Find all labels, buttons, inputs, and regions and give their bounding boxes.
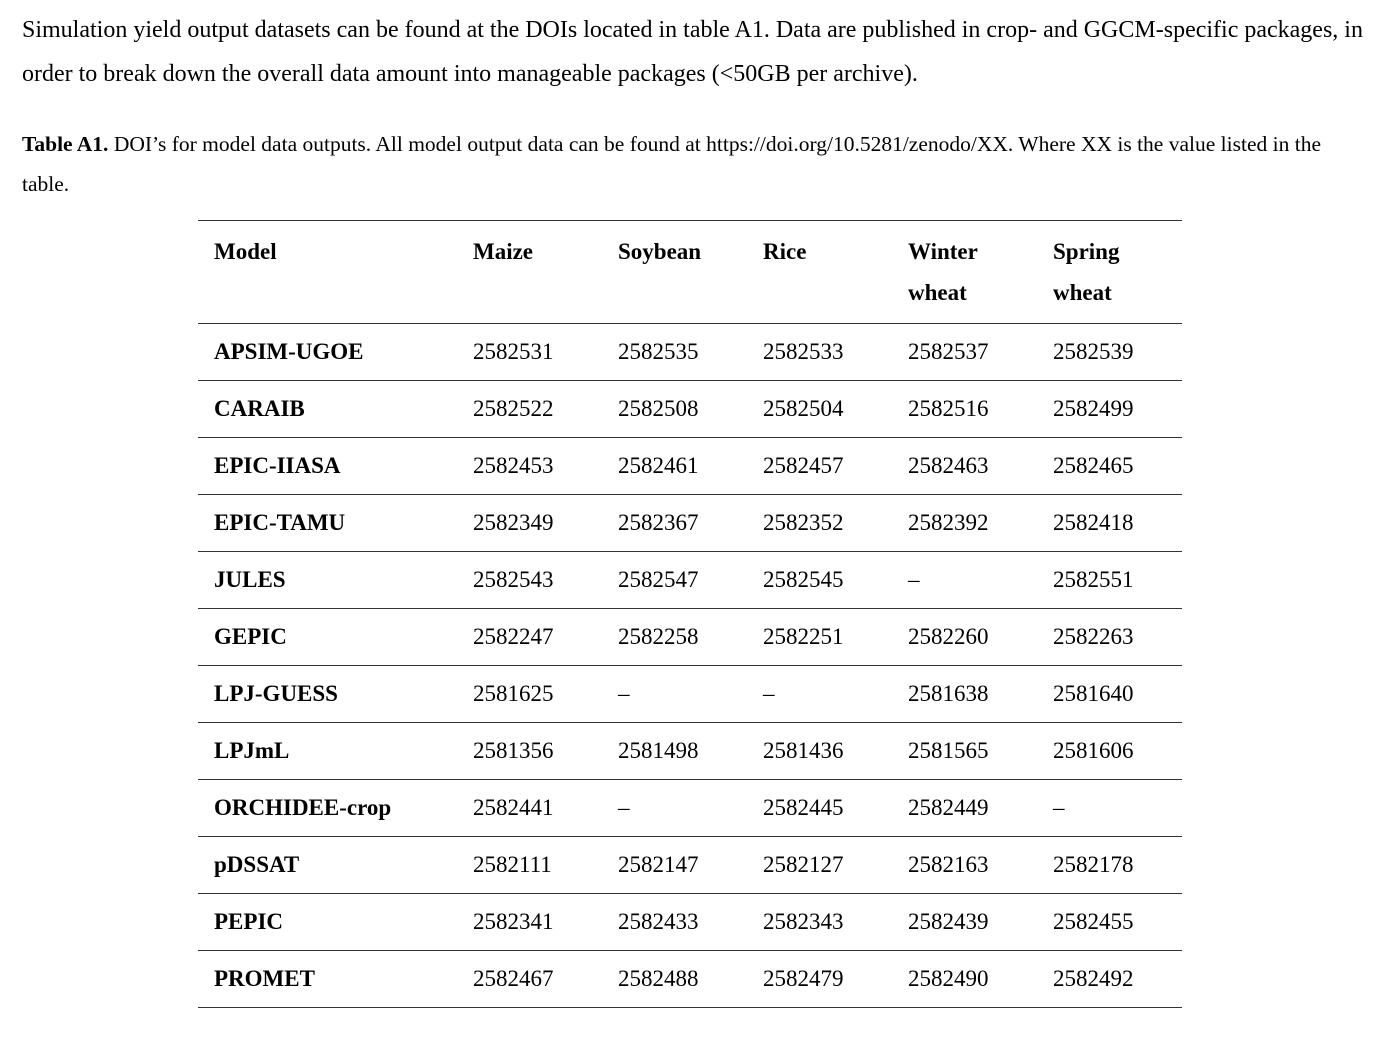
cell-winter-wheat: 2581565 [908,738,989,763]
cell-soybean: 2582367 [618,510,699,535]
cell-rice: 2582352 [763,510,844,535]
cell-model: LPJmL [214,738,290,763]
cell-rice: 2582251 [763,624,844,649]
cell-soybean: 2581498 [618,738,699,763]
cell-spring-wheat: 2581640 [1053,681,1134,706]
cell-winter-wheat: 2582163 [908,852,989,877]
cell-winter-wheat: 2582439 [908,909,989,934]
table-caption [22,124,1367,204]
table-row [198,438,1182,495]
cell-spring-wheat: 2581606 [1053,738,1134,763]
cell-maize: 2582247 [473,624,554,649]
cell-winter-wheat: – [908,567,920,592]
header-soybean: Soybean [618,239,702,264]
cell-maize: 2582467 [473,966,554,991]
cell-maize: 2582441 [473,795,554,820]
cell-rice: 2582533 [763,339,844,364]
cell-soybean: – [618,681,630,706]
header-rice: Rice [763,239,807,264]
table-row [198,381,1182,438]
table-row [198,951,1182,1008]
cell-maize: 2582543 [473,567,554,592]
cell-spring-wheat: 2582551 [1053,567,1134,592]
cell-maize: 2582111 [473,852,552,877]
cell-maize: 2582349 [473,510,554,535]
cell-maize: 2582522 [473,396,554,421]
cell-soybean: 2582258 [618,624,699,649]
header-spring-wheat: Spring wheat [1053,239,1120,305]
cell-maize: 2582453 [473,453,554,478]
cell-maize: 2582341 [473,909,554,934]
cell-soybean: 2582461 [618,453,699,478]
table-row [198,723,1182,780]
table-row [198,552,1182,609]
cell-maize: 2581356 [473,738,554,763]
cell-rice: – [763,681,775,706]
cell-rice: 2581436 [763,738,844,763]
cell-model: ORCHIDEE-crop [214,795,392,820]
cell-model: APSIM-UGOE [214,339,364,364]
cell-rice: 2582479 [763,966,844,991]
cell-spring-wheat: 2582418 [1053,510,1134,535]
cell-maize: 2582531 [473,339,554,364]
cell-soybean: 2582488 [618,966,699,991]
cell-soybean: – [618,795,630,820]
cell-rice: 2582457 [763,453,844,478]
cell-model: PEPIC [214,909,283,934]
cell-rice: 2582127 [763,852,844,877]
cell-model: EPIC-TAMU [214,510,346,535]
cell-spring-wheat: 2582492 [1053,966,1134,991]
cell-winter-wheat: 2582392 [908,510,989,535]
cell-model: GEPIC [214,624,287,649]
doi-table [198,220,1182,1008]
cell-winter-wheat: 2582260 [908,624,989,649]
header-model: Model [214,239,277,264]
cell-rice: 2582445 [763,795,844,820]
header-maize: Maize [473,239,534,264]
cell-spring-wheat: 2582455 [1053,909,1134,934]
cell-spring-wheat: 2582178 [1053,852,1134,877]
cell-model: PROMET [214,966,315,991]
cell-winter-wheat: 2582490 [908,966,989,991]
cell-rice: 2582343 [763,909,844,934]
table-row [198,894,1182,951]
cell-spring-wheat: 2582263 [1053,624,1134,649]
table-body [198,324,1182,1008]
intro-paragraph: Simulation yield output datasets can be found at the DOIs located in table A1. Data are published in crop- and GGCM-specific packages, in order to break down the overall data amount into manageable packages (<50GB per archive). [22,17,1363,87]
cell-spring-wheat: 2582465 [1053,453,1134,478]
table-row [198,837,1182,894]
cell-winter-wheat: 2582516 [908,396,989,421]
cell-maize: 2581625 [473,681,554,706]
table-row [198,324,1182,381]
cell-model: pDSSAT [214,852,300,877]
cell-model: EPIC-IIASA [214,453,341,478]
cell-soybean: 2582535 [618,339,699,364]
cell-model: LPJ-GUESS [214,681,338,706]
table-row [198,666,1182,723]
cell-rice: 2582504 [763,396,844,421]
cell-spring-wheat: 2582499 [1053,396,1134,421]
cell-model: CARAIB [214,396,305,421]
cell-spring-wheat: – [1053,795,1065,820]
cell-soybean: 2582147 [618,852,699,877]
cell-winter-wheat: 2582463 [908,453,989,478]
cell-soybean: 2582508 [618,396,699,421]
table-caption-label: Table A1. [22,132,109,156]
cell-winter-wheat: 2582537 [908,339,989,364]
cell-soybean: 2582547 [618,567,699,592]
cell-winter-wheat: 2582449 [908,795,989,820]
cell-spring-wheat: 2582539 [1053,339,1134,364]
table-row [198,609,1182,666]
table-row [198,780,1182,837]
cell-soybean: 2582433 [618,909,699,934]
cell-rice: 2582545 [763,567,844,592]
doi-table-container [198,220,1182,1008]
header-winter-wheat: Winter wheat [908,239,978,305]
table-header-row [198,221,1182,324]
cell-model: JULES [214,567,286,592]
table-caption-text: DOI’s for model data outputs. All model output data can be found at https://doi.org/10.5281/zenodo/XX. Where XX is the value listed in the table. [22,132,1321,196]
table-row [198,495,1182,552]
cell-winter-wheat: 2581638 [908,681,989,706]
